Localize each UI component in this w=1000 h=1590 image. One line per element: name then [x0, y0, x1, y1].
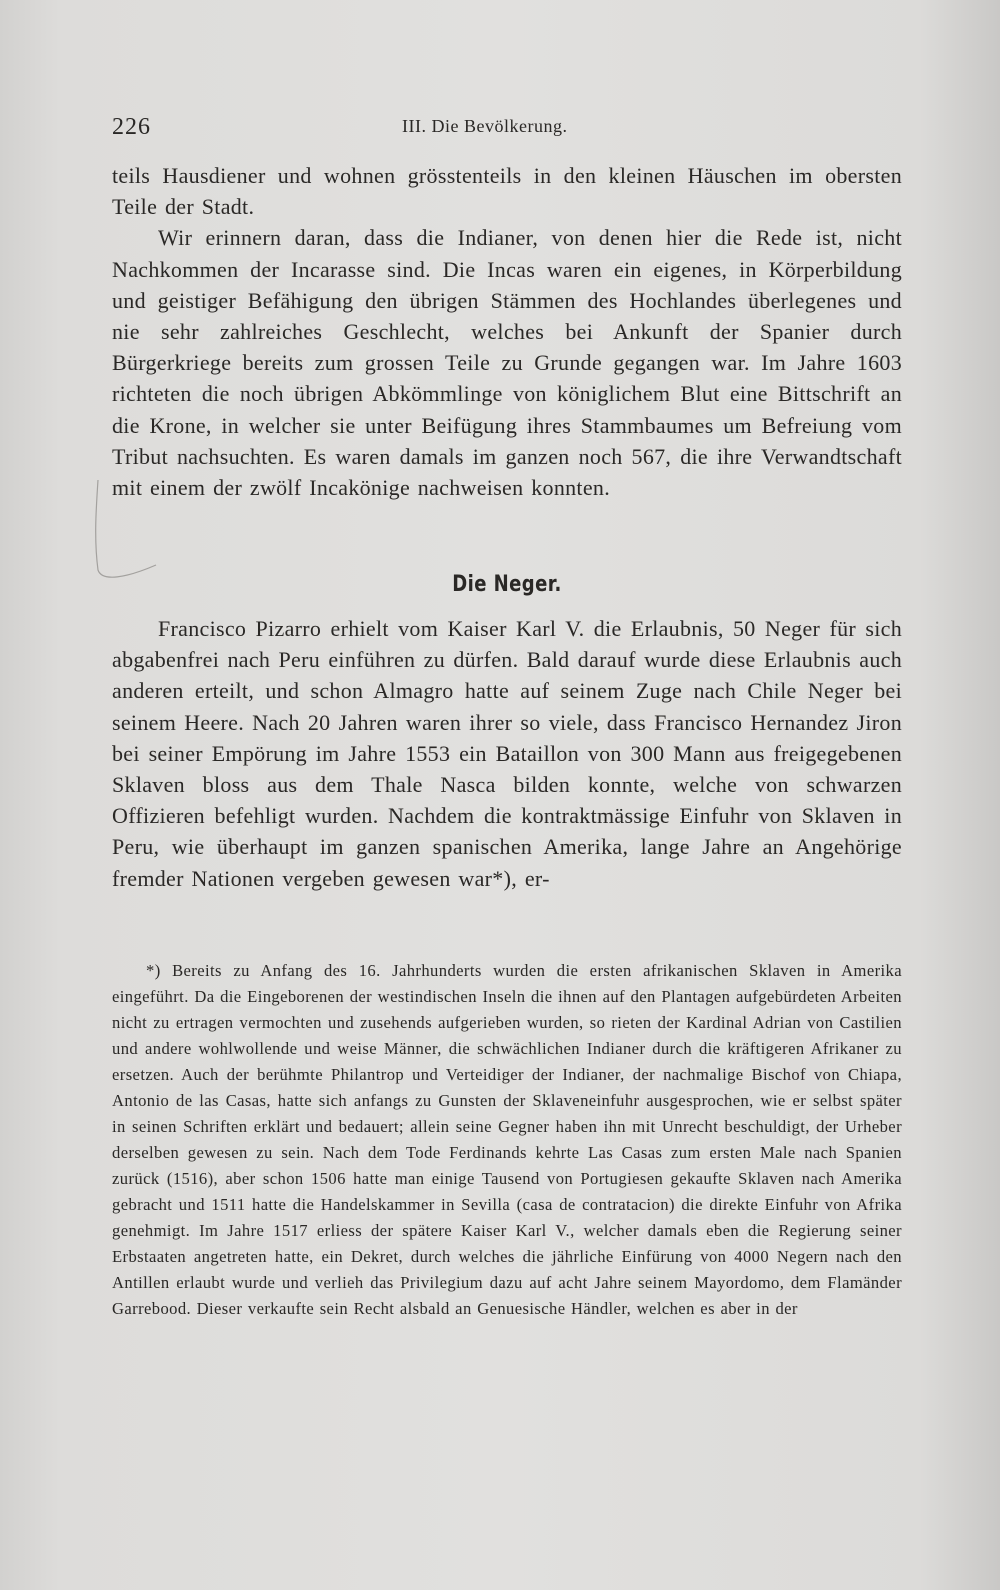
body-text — [112, 160, 902, 503]
section-heading: Die Neger. — [452, 572, 562, 597]
page-number: 226 — [112, 114, 151, 140]
page-header — [112, 114, 902, 146]
paragraph: Francisco Pizarro erhielt vom Kaiser Karl V. die Erlaubnis, 50 Neger für sich abgabenfrei nach Peru einführen zu dürfen. Bald darauf wurde diese Erlaubnis auch anderen erteilt, und schon Almagro hatte auf seinem Zuge nach Chile Neger bei seinem Heere. Nach 20 Jahren waren ihrer so viele, dass Francisco Hernandez Jiron bei seiner Empörung im Jahre 1553 ein Bataillon von 300 Mann aus freigegebenen Sklaven bloss aus dem Thale Nasca bilden konnte, welche von schwarzen Offizieren befehligt wurden. Nachdem die kontraktmässige Einfuhr von Sklaven in Peru, wie überhaupt im ganzen spanischen Amerika, lange Jahre an Angehörige fremder Nationen vergeben gewesen war*), er- — [112, 616, 902, 891]
section-text — [112, 613, 902, 894]
footnote — [112, 958, 902, 1322]
pencil-margin-mark — [86, 470, 176, 610]
running-head: III. Die Bevölkerung. — [402, 116, 568, 136]
paragraph: teils Hausdiener und wohnen grösstenteils in den kleinen Häuschen im obersten Teile der Stadt. — [112, 163, 902, 220]
footnote-text: *) Bereits zu Anfang des 16. Jahrhunderts wurden die ersten afrikanischen Sklaven in Amerika eingeführt. Da die Eingeborenen der westindischen Inseln die ihnen auf den Plantagen aufgebürdeten Arbeiten nicht zu ertragen vermochten und zusehends aufgerieben wurden, so rieten der Kardinal Adrian von Castilien und andere wohlwollende und weise Männer, die schwächlichen Indianer durch die kräftigeren Afrikaner zu ersetzen. Auch der berühmte Philantrop und Verteidiger der Indianer, der nachmalige Bischof von Chiapa, Antonio de las Casas, hatte sich anfangs zu Gunsten der Sklaveneinfuhr ausgesprochen, wie er selbst später in seinen Schriften erklärt und bedauert; allein seine Gegner haben ihn mit Unrecht beschuldigt, der Urheber derselben gewesen zu sein. Nach dem Tode Ferdinands kehrte Las Casas zum ersten Male nach Spanien zurück (1516), aber schon 1506 hatte man einige Tausend von Portugiesen gekaufte Sklaven nach Amerika gebracht und 1511 hatte die Handelskammer in Sevilla (casa de contratacion) die direkte Einfuhr von Afrika genehmigt. Im Jahre 1517 erliess der spätere Kaiser Karl V., welcher damals eben die Regierung seiner Erbstaaten angetreten hatte, ein Dekret, durch welches die jährliche Einfürung von 4000 Negern nach den Antillen erlaubt wurde und verlieh das Privilegium dazu auf acht Jahre seinem Mayordomo, dem Flamänder Garrebood. Dieser verkaufte sein Recht alsbald an Genuesische Händler, welchen es aber in der — [112, 961, 902, 1318]
paragraph: Wir erinnern daran, dass die Indianer, von denen hier die Rede ist, nicht Nachkommen der Incarasse sind. Die Incas waren ein eigenes, in Körperbildung und geistiger Befähigung den übrigen Stämmen des Hochlandes überlegenes und nie sehr zahlreiches Geschlecht, welches bei Ankunft der Spanier durch Bürgerkriege bereits zum grossen Teile zu Grunde gegangen war. Im Jahre 1603 richteten die noch übrigen Abkömmlinge von königlichem Blut eine Bittschrift an die Krone, in welcher sie unter Beifügung ihres Stammbaumes um Befreiung vom Tribut nachsuchten. Es waren damals im ganzen noch 567, die ihre Verwandtschaft mit einem der zwölf Incakönige nachweisen konnten. — [112, 225, 902, 501]
